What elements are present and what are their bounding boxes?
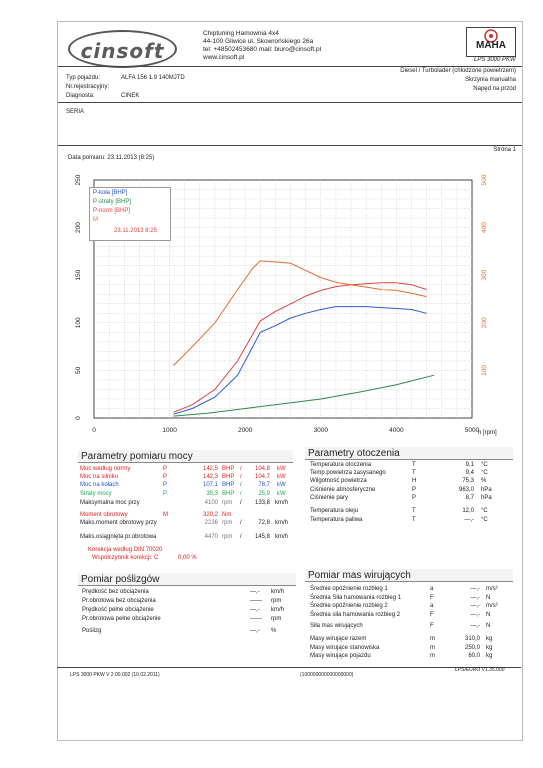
row-label: Moc na silniku [80,474,119,481]
env-unit: hPa [481,486,492,493]
x-tick-label: 4000 [389,427,404,434]
slip-value: —,- [250,607,260,613]
mass-unit: kg [486,644,493,651]
mass-value: —,- [470,623,480,629]
kmh-unit: km/h [275,534,289,540]
mass-label: Masy wirujące stanowiska [310,644,380,651]
mass-value: —,- [470,603,480,609]
env-unit: hPa [481,494,492,501]
slip-label: Pr.obrotowa pełne obciążenie [82,616,161,622]
x-tick-label: 3000 [313,427,329,434]
slip-value: —— [250,598,262,604]
slip-value: —— [250,616,262,622]
row-unit-kw: kW [277,490,286,497]
mass-symbol: F [430,594,434,601]
env-symbol: T [412,516,416,523]
mass-label: Masy wirujące razem [310,636,367,642]
torque-unit: Nm [222,512,232,518]
y-left-tick-label: 50 [75,366,82,375]
device-name: LPS 3000 PKW [474,57,516,63]
row-symbol: P [163,490,168,497]
mass-label: Siła mas wirujących [310,623,363,629]
mass-unit: N [486,623,491,629]
row-slash: / [240,534,242,540]
env-label: Ciśnienie atmosferyczne [310,486,376,493]
mass-value: —,- [470,586,480,592]
kmh-unit: km/h [275,500,289,506]
section-title-otoczenia [305,447,513,460]
slip-label: Poślizg [82,628,102,634]
mass-label: Średnie opóźnienie rozbieg 2 [310,603,388,609]
env-label: Temperatura paliwa [310,516,363,523]
y-left-tick-label: 150 [75,269,82,281]
max-power-rpm: 4100 [204,500,218,506]
mass-value: 250,0 [464,644,480,651]
mass-symbol: m [430,644,435,651]
mass-symbol: F [430,623,434,629]
env-symbol: T [412,470,416,477]
mass-symbol: m [430,653,435,659]
mass-unit: N [486,611,491,618]
slip-unit: rpm [271,598,282,604]
y-right-tick-label: 200 [481,317,488,329]
company-address: 44-100 Gliwice ul. Skowrońskiego 26a [203,38,314,45]
slip-unit: % [271,628,277,634]
max-power-kmh: 133,8 [254,500,270,506]
section-title-poslizgow [78,573,296,586]
row-unit-bhp: BHP [222,466,235,472]
row-unit-bhp: BHP [222,482,235,489]
rpm-unit: rpm [222,520,233,526]
row-value-bhp: 35,3 [206,490,218,497]
company-website: www.cinsoft.pl [203,54,245,61]
row-unit-bhp: BHP [222,490,235,497]
maha-text: MAHA [476,40,506,51]
slip-value: —,- [250,628,260,634]
max-torque-kmh: 72,8 [258,520,270,526]
env-unit: °C [481,462,488,468]
x-axis-label: n [rpm] [478,430,497,436]
env-label: Wilgotność powietrza [310,478,367,485]
chart-series [173,261,434,416]
max-rpm-kmh: 145,8 [254,534,270,540]
x-tick-label: 0 [92,427,96,434]
y-right-tick-label: 500 [481,174,488,186]
row-value-kw: 78,7 [258,482,270,489]
kmh-unit: km/h [275,520,289,526]
x-tick-label: 2000 [237,427,253,434]
legend-pstraty: P-straty [BHP] [93,199,132,205]
env-value: —,- [464,516,474,523]
legend-pkola: P-koła [BHP] [93,190,128,196]
row-unit-kw: kW [277,466,286,472]
rpm-unit: rpm [222,500,233,506]
mass-symbol: a [430,603,434,609]
mass-symbol: F [430,611,434,618]
footer-left: LPS 3000 PKW V 2.00.002 (10.02.2011) [70,672,160,678]
y-left-tick-label: 200 [75,222,82,234]
row-unit-bhp: BHP [222,474,235,481]
y-left-tick-label: 250 [75,174,82,186]
correction-factor-label: Współczynnik korekcji: C [92,555,159,561]
diagnostician-value: CINEK [121,93,140,99]
row-value-kw: 25,9 [258,490,270,497]
max-rpm-value: 4470 [204,534,218,540]
max-torque-rpm: 2236 [204,520,218,526]
env-symbol: P [412,494,417,501]
env-symbol: P [412,486,417,493]
y-left-tick-label: 100 [75,317,82,329]
mass-unit: m/s² [486,586,498,592]
registration-label: Nr.rejestracyjny: [66,84,110,90]
torque-symbol: M [163,512,168,518]
row-label: Moc według normy [80,466,131,472]
correction-factor-value: 0,00 % [178,555,197,561]
pomiaru-title: Parametry pomiaru mocy [81,451,193,462]
row-symbol: P [163,466,168,472]
row-slash: / [240,500,242,506]
env-value: 9,1 [465,462,474,468]
legend-pnorm: P-norm [BHP] [93,208,131,214]
row-value-bhp: 107,1 [202,482,218,489]
max-rpm-label: Maks.osiągnięta pr.obrotowa [80,534,157,540]
max-torque-label: Maks.moment obrotowy przy [80,520,157,526]
measurement-date: Data pomiaru: 23.11.2013 (8:25) [68,155,155,161]
mass-label: Średnia Siła hamowania rozbieg 1 [310,594,402,601]
env-symbol: T [412,462,416,468]
mass-symbol: a [430,586,434,592]
row-slash: / [240,520,242,526]
drive-type: Napęd na przód [473,86,516,92]
env-symbol: H [412,478,417,485]
env-label: Temperatura oleju [310,508,359,514]
row-symbol: P [163,482,168,489]
company-contact: tel: +48502453680 mail: biuro@cinsoft.pl [203,46,322,53]
mas-title: Pomiar mas wirujących [308,570,411,581]
mass-unit: kg [486,636,493,642]
slip-unit: km/h [271,589,285,595]
row-slash: / [240,474,242,481]
series-line-1 [173,375,434,416]
mass-label: Średnie opóźnienie rozbieg 1 [310,586,388,592]
slip-label: Prędkość pełne obciążenie [82,607,154,613]
mass-label: Średnia siła hamowania rozbieg 2 [310,611,401,618]
y-right-tick-label: 100 [481,364,488,376]
env-value: 963,0 [458,486,474,493]
y-left-tick-label: 0 [75,416,82,420]
row-symbol: P [163,474,168,481]
mass-value: —,- [470,611,480,618]
row-value-bhp: 142,5 [202,466,218,472]
engine-type: Diesel / Turbolader (chłodzone powietrzem) [400,68,516,74]
section-title-pomiaru [78,450,293,463]
vehicle-type-label: Typ pojazdu: [66,75,101,81]
row-label: Straty mocy [80,490,112,497]
company-name: Chiptuning Hamownia 4x4 [203,30,279,37]
env-unit: °C [481,516,488,523]
env-value: 8,7 [465,494,474,501]
slip-label: Prędkość bez obciążenia [82,589,149,595]
row-unit-kw: kW [277,474,286,481]
torque-label: Moment obrotowy [80,512,128,518]
env-value: 12,0 [462,508,474,514]
legend-date: 23.11.2013 8:25 [114,228,157,234]
env-unit: % [481,478,487,485]
mass-unit: kg [486,653,493,659]
footer-right: LPS/EURO V1.35.000 [455,667,505,673]
mass-label: Masy wirujące pojazdu [310,653,371,659]
section-title-mas [305,569,513,582]
row-value-kw: 104,8 [254,466,270,472]
slip-unit: km/h [271,607,285,613]
env-value: 75,3 [462,478,474,485]
gearbox-type: Skrzynia manualna [464,77,516,83]
mass-symbol: m [430,636,435,642]
page-number: Strona 1 [493,147,516,153]
slip-value: —,- [250,589,260,595]
mass-value: 310,0 [464,636,480,642]
row-value-kw: 104,7 [254,474,270,481]
mass-unit: m/s² [486,603,498,609]
legend-moment: M [93,217,98,223]
y-right-tick-label: 300 [481,269,488,281]
diagnostician-label: Diagnosta: [66,93,95,99]
mass-value: 60,0 [468,653,480,659]
rpm-unit: rpm [222,534,233,540]
otoczenia-title: Parametry otoczenia [308,448,400,459]
env-label: Temperatura otoczenia [310,462,372,468]
row-slash: / [240,466,242,472]
series-line-2 [173,283,426,413]
chart-legend [89,187,171,241]
y-right-tick-label: 400 [481,222,488,234]
footer-mid: (100000000000000000) [300,672,354,678]
poslizgow-title: Pomiar poślizgów [81,574,160,585]
mass-value: —,- [470,594,480,601]
row-value-bhp: 142,3 [202,474,218,481]
vehicle-type-value: ALFA 156 1.9 140MJTD [121,75,185,81]
env-value: 9,4 [465,470,474,477]
logo-text: cinsoft [80,39,165,63]
x-tick-label: 5000 [464,427,480,434]
slip-label: Pr.obrotowa bez obciążenia [82,598,156,604]
env-label: Ciśnienie pary [310,494,349,501]
torque-value: 320,2 [202,512,218,518]
divider [57,667,521,668]
env-symbol: T [412,508,416,514]
max-power-label: Maksymalna moc przy [80,500,140,506]
row-label: Moc na kołach [80,482,119,489]
seria-label: SERIA [66,109,85,115]
correction-label: Korekcja według DIN 70020 [88,547,163,553]
env-label: Temp.powietrza zasysanego [310,470,386,477]
env-unit: °C [481,508,488,514]
x-tick-label: 1000 [162,427,177,434]
slip-unit: rpm [271,616,282,622]
row-slash: / [240,482,242,489]
row-unit-kw: kW [277,482,286,489]
mass-unit: N [486,594,491,601]
row-slash: / [240,490,242,497]
env-unit: °C [481,470,488,477]
